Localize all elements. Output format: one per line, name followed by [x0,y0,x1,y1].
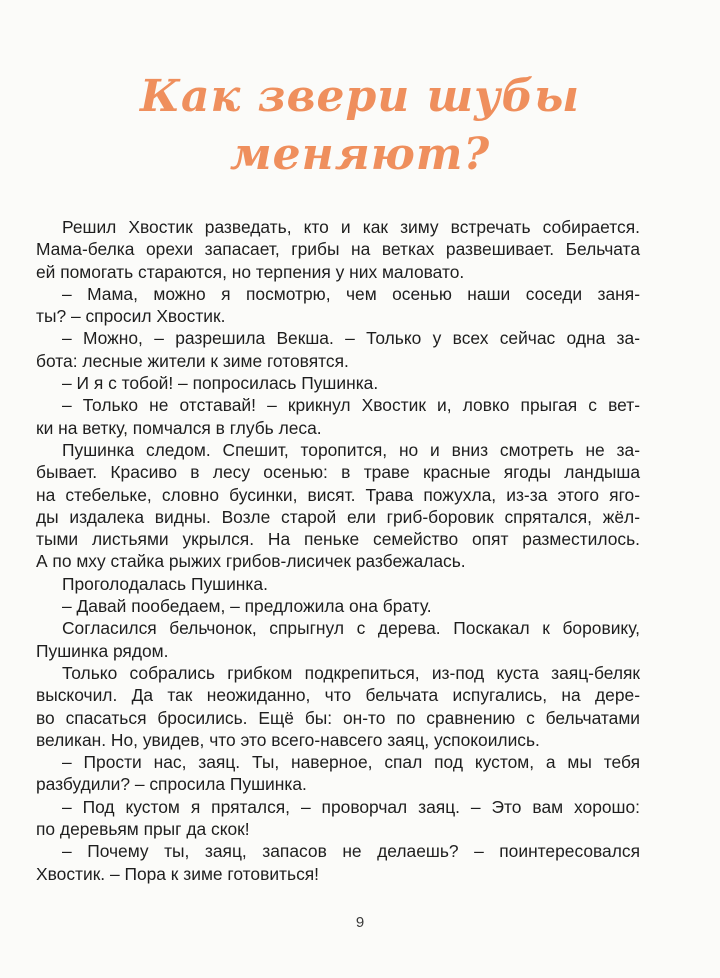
text-line: – Можно, – разрешила Векша. – Только у всех сейчас одна за- [62,328,640,349]
text-line: выскочил. Да так неожиданно, что бельчата испугались, на дере- [36,685,640,706]
text-line: на стебельке, словно бусинки, висят. Трава пожухла, из-за этого яго- [36,484,640,505]
paragraph [36,216,640,283]
text-line: – Только не отставай! – крикнул Хвостик и, ловко прыгая с вет- [62,395,640,416]
text-line: ей помогать стараются, но терпения у них маловато. [36,261,465,282]
paragraph [36,662,640,751]
text-line: ки на ветку, помчался в глубь леса. [36,417,322,438]
paragraph [36,751,640,796]
text-line: – Под кустом я прятался, – проворчал заяц. – Это вам хорошо: [62,796,640,817]
text-line: ты? – спросил Хвостик. [36,306,226,327]
text-line: – Давай пообедаем, – предложила она брату. [62,596,432,617]
paragraph [36,840,640,885]
paragraph [36,394,640,439]
text-line: Пушинка рядом. [36,640,169,661]
text-line: Решил Хвостик разведать, кто и как зиму встречать собирается. [62,217,640,237]
text-line: Только собрались грибком подкрепиться, из-под куста заяц-беляк [62,662,640,683]
paragraph [36,327,640,372]
text-line: Проголодалась Пушинка. [62,573,268,594]
text-line: Мама-белка орехи запасает, грибы на ветках развешивает. Бельчата [36,239,640,260]
title-line-2: меняют? [229,129,491,180]
text-line: тыми листьями укрылся. На пеньке семейство опят разместилось. [36,529,640,550]
text-line: – Прости нас, заяц. Ты, наверное, спал под кустом, а мы тебя [62,752,640,773]
text-line: – И я с тобой! – попросилась Пушинка. [62,373,379,394]
text-line: во спасаться бросились. Ещё бы: он-то по сравнению с бельчатами [36,707,640,728]
text-line: бывает. Красиво в лесу осенью: в траве красные ягоды ландыша [36,462,640,483]
text-line: ды издалека видны. Возле старой ели гриб-боровик спрятался, жёл- [36,506,640,527]
paragraph [36,595,640,617]
text-line: Пушинка следом. Спешит, торопится, но и вниз смотреть не за- [62,439,640,460]
paragraph [36,439,640,573]
page-title [0,68,720,184]
paragraph [36,283,640,328]
page-number: 9 [355,914,365,931]
text-line: А по мху стайка рыжих грибов-лисичек разбежалась. [36,551,466,572]
text-line: разбудили? – спросила Пушинка. [36,774,307,795]
text-line: по деревьям прыг да скок! [36,819,250,840]
paragraph [36,372,640,394]
text-line: – Почему ты, заяц, запасов не делаешь? – поинтересовался [62,841,640,862]
paragraph [36,796,640,841]
text-line: – Мама, можно я посмотрю, чем осенью наши соседи заня- [62,283,640,304]
text-line: великан. Но, увидев, что это всего-навсего заяц, успокоились. [36,729,540,750]
text-line: бота: лесные жители к зиме готовятся. [36,350,349,371]
paragraph [36,617,640,662]
paragraph [36,573,640,595]
title-line-1: Как звери шубы [139,71,581,122]
story-text [36,216,640,885]
text-line: Хвостик. – Пора к зиме готовиться! [36,863,320,884]
text-line: Согласился бельчонок, спрыгнул с дерева. Поскакал к боровику, [62,618,640,639]
